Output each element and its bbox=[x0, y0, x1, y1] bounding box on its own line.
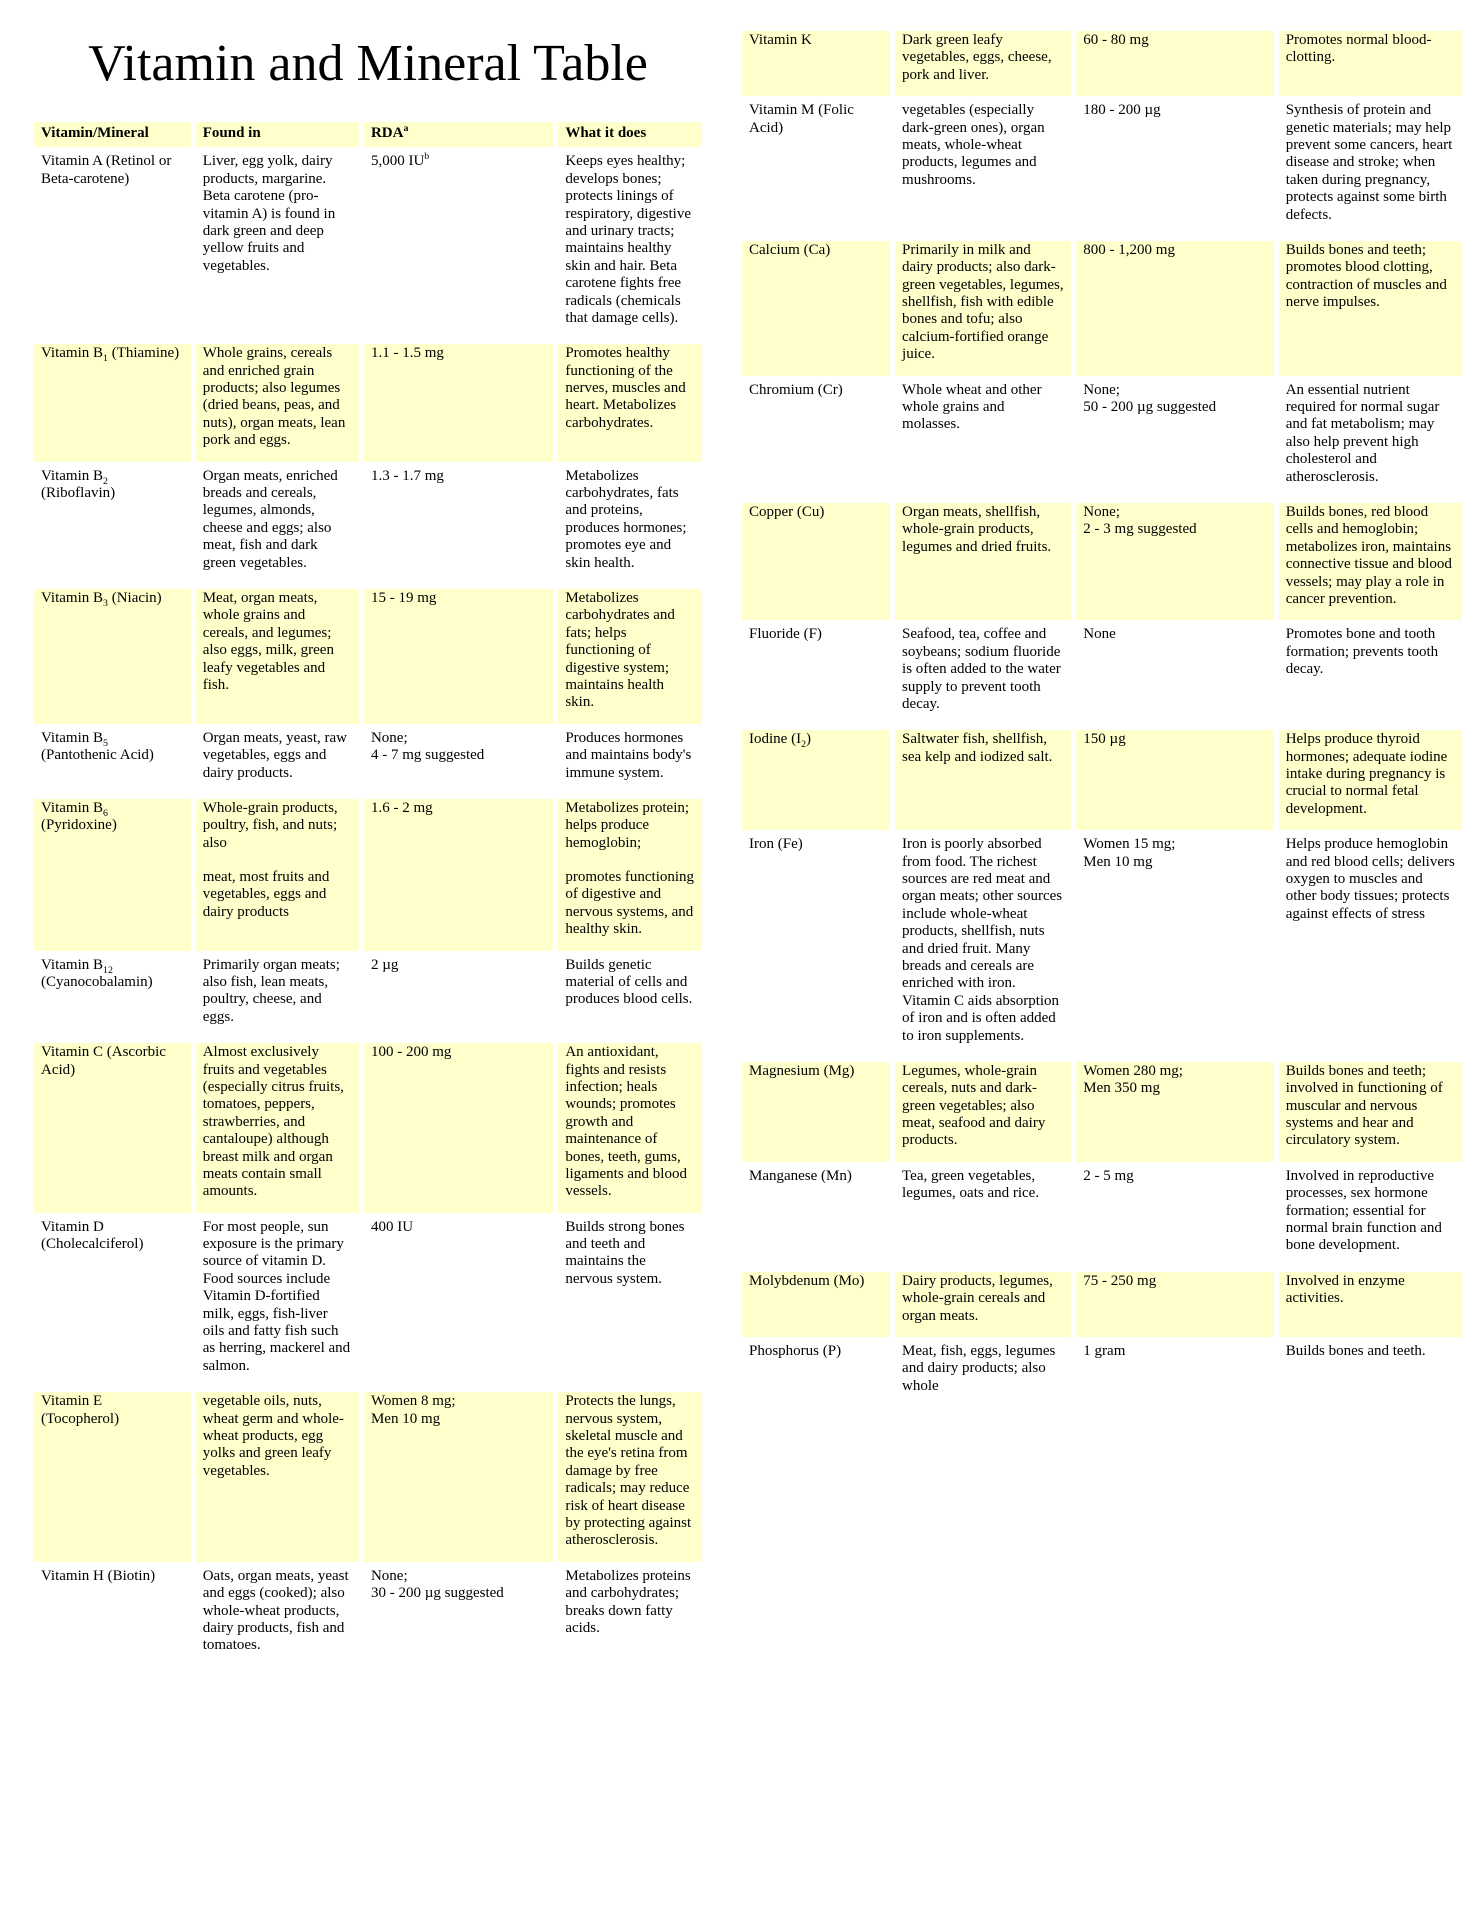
cell-rda: Women 8 mg; Men 10 mg bbox=[364, 1392, 553, 1562]
cell-what-it-does: Builds bones and teeth; involved in functioning of muscular and nervous systems and hear and circulatory system. bbox=[1279, 1062, 1462, 1162]
cell-rda: 1 gram bbox=[1083, 1343, 1126, 1359]
cell-what-it-does: Builds genetic material of cells and produces blood cells. bbox=[565, 956, 693, 1008]
page-title: Vitamin and Mineral Table bbox=[88, 35, 648, 92]
table-row bbox=[742, 101, 1462, 236]
column-header: Found in bbox=[196, 122, 359, 147]
cell-found-in: Liver, egg yolk, dairy products, margarine. Beta carotene (pro-vitamin A) is found in dark green and deep yellow fruits and vegetables. bbox=[202, 153, 336, 274]
cell-rda: None; 50 - 200 µg suggested bbox=[1083, 381, 1217, 416]
table-row bbox=[34, 589, 702, 724]
cell-name: Vitamin K bbox=[742, 31, 890, 96]
cell-found-in: Legumes, whole-grain cereals, nuts and dark-green vegetables; also meat, seafood and dairy products. bbox=[895, 1062, 1071, 1162]
cell-found-in: Primarily organ meats; also fish, lean meats, poultry, cheese, and eggs. bbox=[202, 956, 340, 1025]
table-row bbox=[742, 241, 1462, 376]
cell-name: Vitamin $B_5$ (Pantothenic Acid) bbox=[41, 729, 154, 764]
table-row bbox=[34, 1218, 702, 1388]
cell-what-it-does: Builds strong bones and teeth and maintains the nervous system. bbox=[565, 1218, 685, 1287]
cell-name: Iron (Fe) bbox=[749, 836, 803, 853]
cell-name: Vitamin $B_6$ (Pyridoxine) bbox=[34, 799, 191, 951]
table-row bbox=[34, 344, 702, 461]
cell-what-it-does: Promotes normal blood-clotting. bbox=[1279, 31, 1462, 96]
cell-found-in: Meat, organ meats, whole grains and cereals, and legumes; also eggs, milk, green leafy vegetables and fish. bbox=[196, 589, 359, 724]
cell-name: Chromium (Cr) bbox=[749, 381, 843, 398]
cell-name: Fluoride (F) bbox=[749, 626, 822, 643]
cell-rda: 400 IU bbox=[370, 1218, 414, 1235]
cell-name: Vitamin E (Tocopherol) bbox=[34, 1392, 191, 1562]
cell-found-in: Dark green leafy vegetables, eggs, cheese, pork and liver. bbox=[895, 31, 1071, 96]
cell-what-it-does: Promotes healthy functioning of the nerves, muscles and heart. Metabolizes carbohydrates. bbox=[558, 344, 702, 461]
cell-rda: 800 - 1,200 mg bbox=[1076, 241, 1273, 376]
cell-what-it-does: Produces hormones and maintains body's immune system. bbox=[565, 729, 692, 781]
cell-rda: None bbox=[1083, 626, 1116, 643]
cell-found-in: Whole grains, cereals and enriched grain products; also legumes (dried beans, peas, and nuts), organ meats, lean pork and eggs. bbox=[196, 344, 359, 461]
cell-rda: 15 - 19 mg bbox=[364, 589, 553, 724]
cell-name: Vitamin H (Biotin) bbox=[41, 1567, 156, 1584]
cell-found-in: Organ meats, yeast, raw vegetables, eggs and dairy products. bbox=[202, 729, 347, 781]
cell-what-it-does: Builds bones and teeth. bbox=[1285, 1343, 1426, 1359]
cell-what-it-does: Involved in enzyme activities. bbox=[1279, 1272, 1462, 1337]
cell-rda: 1.3 - 1.7 mg bbox=[370, 467, 444, 484]
cell-name: Vitamin $B_{12}$ (Cyanocobalamin) bbox=[41, 956, 153, 991]
column-header: What it does bbox=[558, 122, 702, 147]
cell-rda: 1.6 - 2 mg bbox=[364, 799, 553, 951]
cell-found-in: Saltwater fish, shellfish, sea kelp and iodized salt. bbox=[895, 730, 1071, 830]
cell-name: Iodine $(I_2)$ bbox=[742, 730, 890, 830]
cell-rda: None; 2 - 3 mg suggested bbox=[1076, 503, 1273, 620]
cell-rda: 150 µg bbox=[1076, 730, 1273, 830]
table-row bbox=[34, 1043, 702, 1213]
cell-what-it-does: Helps produce hemoglobin and red blood cells; delivers oxygen to muscles and other body tissues; protects against effects of stress bbox=[1285, 836, 1455, 922]
table-row bbox=[34, 799, 702, 951]
table-row bbox=[742, 1062, 1462, 1162]
cell-found-in: Dairy products, legumes, whole-grain cereals and organ meats. bbox=[895, 1272, 1071, 1337]
table-row bbox=[742, 1342, 1462, 1407]
cell-found-in: Whole-grain products, poultry, fish, and nuts; also meat, most fruits and vegetables, eggs and dairy products bbox=[196, 799, 359, 951]
cell-what-it-does: Metabolizes carbohydrates and fats; helps functioning of digestive system; maintains health skin. bbox=[558, 589, 702, 724]
cell-rda: 75 - 250 mg bbox=[1076, 1272, 1273, 1337]
table-body-right bbox=[742, 31, 1462, 1407]
cell-found-in: Almost exclusively fruits and vegetables (especially citrus fruits, tomatoes, peppers, strawberries, and cantaloupe) although breast milk and organ meats contain small amounts. bbox=[196, 1043, 359, 1213]
cell-what-it-does: Metabolizes carbohydrates, fats and proteins, produces hormones; promotes eye and skin health. bbox=[565, 467, 687, 571]
cell-found-in: For most people, sun exposure is the primary source of vitamin D. Food sources include Vitamin D-fortified milk, eggs, fish-liver oils and fatty fish such as herring, mackerel and salmon. bbox=[202, 1218, 351, 1374]
table-row bbox=[34, 956, 702, 1039]
cell-what-it-does: An essential nutrient required for normal sugar and fat metabolism; may also help prevent high cholesterol and atherosclerosis. bbox=[1285, 381, 1440, 485]
cell-what-it-does: Synthesis of protein and genetic materials; may help prevent some cancers, heart disease and stroke; when taken during pregnancy, protects against some birth defects. bbox=[1285, 102, 1453, 223]
right-column bbox=[742, 26, 1462, 1412]
table-row bbox=[34, 1392, 702, 1562]
table-header bbox=[34, 122, 702, 147]
cell-found-in: vegetables (especially dark-green ones), organ meats, whole-wheat products, legumes and mushrooms. bbox=[902, 102, 1045, 188]
cell-rda: 1.1 - 1.5 mg bbox=[364, 344, 553, 461]
cell-what-it-does: Metabolizes proteins and carbohydrates; breaks down fatty acids. bbox=[565, 1567, 691, 1636]
vitamin-table-left bbox=[29, 117, 707, 1672]
cell-what-it-does: Builds bones and teeth; promotes blood clotting, contraction of muscles and nerve impulses. bbox=[1279, 241, 1462, 376]
cell-found-in: Tea, green vegetables, legumes, oats and rice. bbox=[902, 1167, 1040, 1202]
cell-what-it-does: Helps produce thyroid hormones; adequate iodine intake during pregnancy is crucial to normal fetal development. bbox=[1279, 730, 1462, 830]
column-header: Vitamin/Mineral bbox=[34, 122, 191, 147]
table-row bbox=[742, 730, 1462, 830]
cell-name: Vitamin D (Cholecalciferol) bbox=[41, 1218, 144, 1253]
cell-found-in: Oats, organ meats, yeast and eggs (cooked); also whole-wheat products, dairy products, fish and tomatoes. bbox=[202, 1567, 349, 1654]
cell-what-it-does: Keeps eyes healthy; develops bones; protects linings of respiratory, digestive and urinary tracts; maintains healthy skin and hair. Beta carotene fights free radicals (chemicals that damage cells). bbox=[565, 153, 691, 326]
table-row bbox=[34, 152, 702, 339]
cell-rda: 5,000 $IU^b$ bbox=[370, 152, 430, 170]
cell-name: Magnesium (Mg) bbox=[742, 1062, 890, 1162]
cell-found-in: Organ meats, shellfish, whole-grain products, legumes and dried fruits. bbox=[895, 503, 1071, 620]
cell-what-it-does: Involved in reproductive processes, sex hormone formation; essential for normal brain function and bone development. bbox=[1285, 1167, 1442, 1254]
table-row bbox=[34, 1567, 702, 1667]
cell-what-it-does: Builds bones, red blood cells and hemoglobin; metabolizes iron, maintains connective tissue and blood vessels; may play a role in cancer prevention. bbox=[1279, 503, 1462, 620]
table-row bbox=[742, 31, 1462, 96]
cell-name: Vitamin $B_2$ (Riboflavin) bbox=[41, 467, 116, 502]
cell-found-in: Whole wheat and other whole grains and molasses. bbox=[902, 381, 1042, 433]
table-row bbox=[742, 381, 1462, 498]
cell-what-it-does: Metabolizes protein; helps produce hemoglobin; promotes functioning of digestive and nervous systems, and healthy skin. bbox=[558, 799, 702, 951]
cell-name: Phosphorus (P) bbox=[749, 1343, 842, 1359]
cell-name: Manganese (Mn) bbox=[749, 1167, 852, 1184]
cell-name: Copper (Cu) bbox=[742, 503, 890, 620]
vitamin-table-right bbox=[737, 26, 1467, 1412]
cell-name: Calcium (Ca) bbox=[742, 241, 890, 376]
cell-found-in: Meat, fish, eggs, legumes and dairy products; also whole bbox=[902, 1343, 1056, 1394]
cell-name: Vitamin A (Retinol or Beta-carotene) bbox=[41, 153, 172, 187]
cell-rda: 2 µg bbox=[370, 956, 399, 973]
cell-name: Vitamin C (Ascorbic Acid) bbox=[34, 1043, 191, 1213]
cell-name: Vitamin M (Folic Acid) bbox=[749, 102, 854, 136]
cell-found-in: vegetable oils, nuts, wheat germ and whole-wheat products, egg yolks and green leafy vegetables. bbox=[196, 1392, 359, 1562]
cell-rda: Women 280 mg; Men 350 mg bbox=[1076, 1062, 1273, 1162]
table-body-left bbox=[34, 152, 702, 1666]
cell-name: Vitamin $B_3$ (Niacin) bbox=[34, 589, 191, 724]
table-row bbox=[742, 625, 1462, 725]
cell-name: Vitamin $B_1$ (Thiamine) bbox=[34, 344, 191, 461]
cell-what-it-does: An antioxidant, fights and resists infection; heals wounds; promotes growth and maintenance of bones, teeth, gums, ligaments and blood vessels. bbox=[558, 1043, 702, 1213]
table-row bbox=[742, 835, 1462, 1057]
cell-rda: 2 - 5 mg bbox=[1083, 1167, 1134, 1184]
column-header: RDA$^a$ bbox=[364, 122, 553, 147]
table-row bbox=[742, 1167, 1462, 1267]
cell-name: Molybdenum (Mo) bbox=[742, 1272, 890, 1337]
cell-found-in: Organ meats, enriched breads and cereals, legumes, almonds, cheese and eggs; also meat, fish and dark green vegetables. bbox=[202, 467, 338, 571]
table-row bbox=[742, 1272, 1462, 1337]
cell-found-in: Primarily in milk and dairy products; also dark-green vegetables, legumes, shellfish, fish with edible bones and tofu; also calcium-fortified orange juice. bbox=[895, 241, 1071, 376]
left-column bbox=[34, 26, 702, 1672]
table-row bbox=[34, 729, 702, 794]
cell-rda: 100 - 200 mg bbox=[364, 1043, 553, 1213]
cell-rda: Women 15 mg; Men 10 mg bbox=[1083, 836, 1176, 870]
cell-rda: 180 - 200 µg bbox=[1083, 102, 1161, 119]
cell-found-in: Seafood, tea, coffee and soybeans; sodium fluoride is often added to the water supply to prevent tooth decay. bbox=[902, 626, 1061, 712]
table-row bbox=[742, 503, 1462, 620]
cell-found-in: Iron is poorly absorbed from food. The richest sources are red meat and organ meats; other sources include whole-wheat products, shellfish, nuts and dried fruit. Many breads and cereals are enriched with iron. Vitamin C aids absorption of iron and is often added to iron supplements. bbox=[902, 836, 1063, 1044]
cell-rda: None; 30 - 200 µg suggested bbox=[370, 1567, 504, 1602]
cell-what-it-does: Protects the lungs, nervous system, skeletal muscle and the eye's retina from damage by free radicals; may reduce risk of heart disease by protecting against atherosclerosis. bbox=[558, 1392, 702, 1562]
cell-what-it-does: Promotes bone and tooth formation; prevents tooth decay. bbox=[1285, 626, 1439, 678]
cell-rda: 60 - 80 mg bbox=[1076, 31, 1273, 96]
table-row bbox=[34, 467, 702, 584]
cell-rda: None; 4 - 7 mg suggested bbox=[370, 729, 485, 764]
header-row bbox=[34, 122, 702, 147]
